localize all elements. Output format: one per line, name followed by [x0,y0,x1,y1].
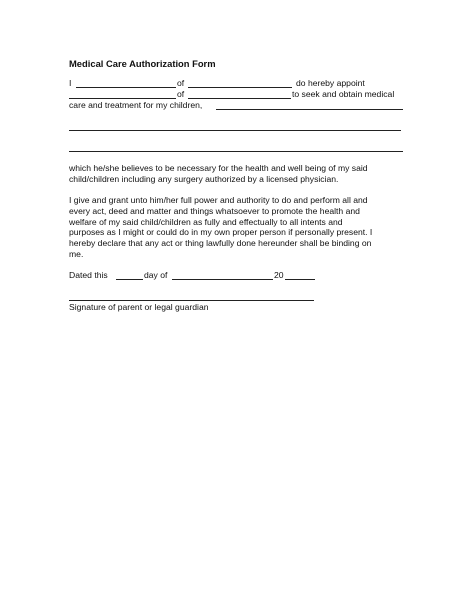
day-blank[interactable] [116,279,143,280]
signature-line[interactable] [69,300,314,301]
appoint-text: do hereby appoint [296,78,365,88]
appointee-of-label: of [177,89,185,99]
paragraph-line: which he/she believes to be necessary for the health and well being of my said [69,163,368,173]
appointer-prefix: I [69,78,72,88]
paragraph-line: child/children including any surgery authorized by a licensed physician. [69,173,339,184]
paragraph-line: hereby declare that any act or thing lawfully done hereunder shall be binding on [69,238,372,249]
dated-label: Dated this [69,270,108,280]
appointee-address-blank[interactable] [188,98,291,99]
month-blank[interactable] [172,279,273,280]
appointee-name-blank[interactable] [69,98,176,99]
appointer-address-blank[interactable] [188,87,292,88]
appointer-line [69,78,71,88]
form-title: Medical Care Authorization Form [69,58,216,69]
appointer-of-label: of [177,78,185,88]
day-of-label: day of [144,270,168,280]
necessity-paragraph [69,163,409,185]
year-prefix: 20 [274,270,284,280]
signature-label: Signature of parent or legal guardian [69,302,209,312]
children-label: care and treatment for my children, [69,100,203,110]
obtain-medical-text: to seek and obtain medical [292,89,395,99]
year-blank[interactable] [285,279,315,280]
appointer-name-blank[interactable] [76,87,176,88]
paragraph-line: I give and grant unto him/her full power and authority to do and perform all and [69,195,368,205]
paragraph-line: purposes as I might or could do in my own proper person if personally present. I [69,227,373,238]
paragraph-line: every act, deed and matter and things whatsoever to promote the health and [69,205,360,216]
children-names-blank-2[interactable] [69,130,401,131]
authority-paragraph [69,195,409,260]
paragraph-line: me. [69,248,84,259]
paragraph-line: welfare of my said child/children as fully and effectually to all intents and [69,216,343,227]
children-names-blank-3[interactable] [69,151,403,152]
children-names-blank[interactable] [216,109,403,110]
